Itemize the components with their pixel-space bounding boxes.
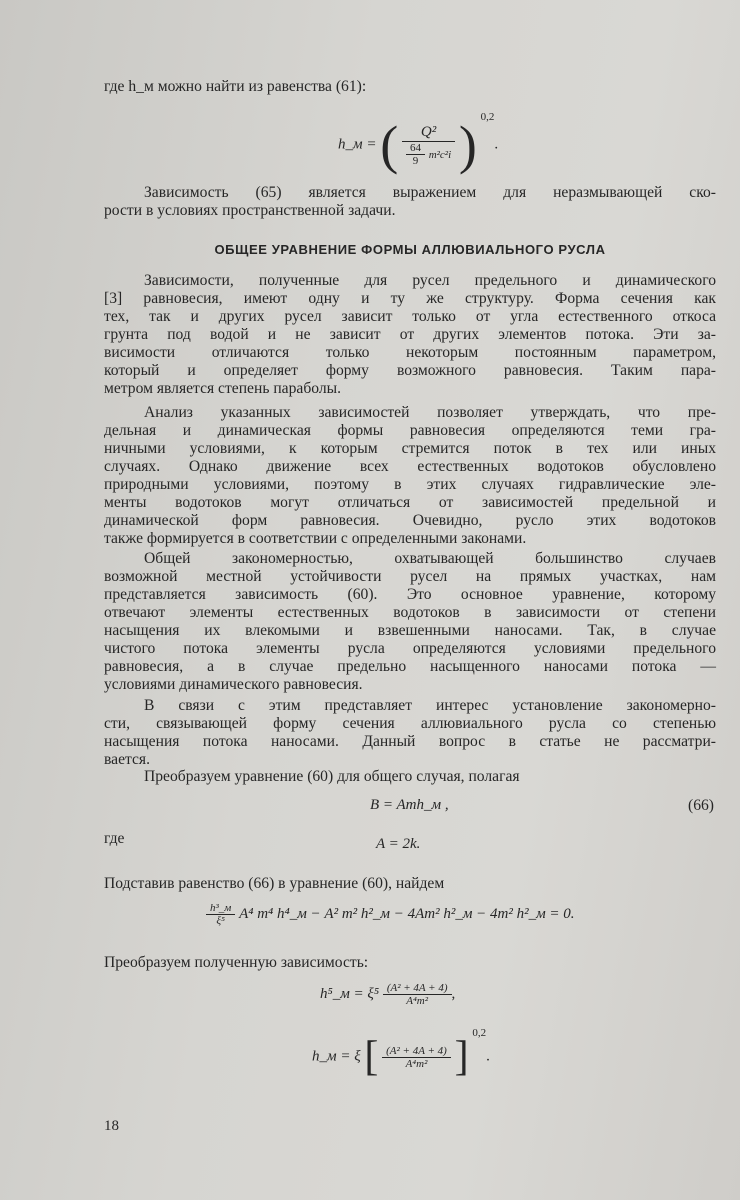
paragraph-7: Подставив равенство (66) в уравнение (60), найдем [104, 875, 445, 892]
equation-66: B = Amh_м , [370, 797, 449, 813]
text-line: менты водотоков могут отличаться от зависимостей предельной и [104, 494, 716, 511]
text-line: вается. [104, 751, 150, 768]
long-fraction [206, 902, 235, 927]
h-numerator: (A² + 4A + 4) [382, 1045, 451, 1058]
paragraph-2 [104, 272, 716, 398]
equation-A: A = 2k. [376, 836, 421, 852]
text-line: рости в условиях пространственной задачи. [104, 202, 396, 219]
equation-long [206, 902, 575, 927]
paragraph-6: Преобразуем уравнение (60) для общего случая, полагая [144, 768, 520, 785]
right-paren: ) [458, 115, 477, 175]
text-line: возможной местной устойчивости русел на прямых участках, нам [104, 568, 716, 585]
text-line: метром является степень параболы. [104, 380, 342, 397]
h5-end: , [451, 985, 456, 1002]
text-line: Зависимость (65) является выражением для неразмывающей ско- [144, 184, 716, 201]
text-line: Зависимости, полученные для русел предельного и динамического [144, 272, 716, 289]
text-line: чистого потока элементы русла определяются условиями предельного [104, 640, 716, 657]
text-line: равновесия, а в случае предельно насыщенного наносами потока — [104, 658, 716, 675]
formula-lhs: h_м = [338, 136, 377, 153]
section-heading: ОБЩЕЕ УРАВНЕНИЕ ФОРМЫ АЛЛЮВИАЛЬНОГО РУСЛА [214, 242, 606, 257]
paragraph-4 [104, 550, 716, 694]
text-line: висимости отличаются только некоторым постоянным параметром, [104, 344, 716, 361]
long-fraction-denominator: ξ⁵ [216, 915, 225, 927]
intro-line: где h_м можно найти из равенства (61): [104, 78, 367, 95]
h5-lhs: h⁵_м = ξ⁵ [320, 985, 380, 1002]
formula-end: . [494, 136, 499, 153]
text-line: динамической форм равновесия. Очевидно, русло этих водотоков [104, 512, 716, 529]
h5-denominator: A⁴m² [406, 995, 429, 1007]
h5-fraction [383, 982, 452, 1007]
equation-h5 [320, 982, 455, 1007]
inner-denominator: 9 [412, 154, 419, 167]
h-end: . [486, 1048, 490, 1065]
text-line: грунта под водой и не зависит от других элементов потока. Эти за- [104, 326, 716, 343]
text-line: тех, так и других русел зависит только от угла естественного откоса [104, 308, 716, 325]
fraction-denominator [402, 142, 455, 167]
exponent: 0,2 [480, 111, 495, 124]
text-line: В связи с этим представляет интерес установление закономерно- [144, 697, 716, 714]
text-line: Анализ указанных зависимостей позволяет утверждать, что пре- [144, 404, 716, 421]
text-line: дельная и динамическая формы равновесия определяются теми гра- [104, 422, 716, 439]
left-bracket: [ [364, 1034, 379, 1080]
text-line: также формируется в соответствии с определенными законами. [104, 530, 527, 547]
h5-numerator: (A² + 4A + 4) [383, 982, 452, 995]
text-line: условиями динамического равновесия. [104, 676, 363, 693]
denominator-rest: m²c²i [428, 148, 452, 161]
equation-h [312, 1027, 490, 1080]
text-line: отвечают элементы естественных водотоков в зависимости от степени [104, 604, 716, 621]
text-line: Общей закономерностью, охватывающей большинство случаев [144, 550, 716, 567]
paragraph-5 [104, 697, 716, 769]
h-exponent: 0,2 [472, 1027, 487, 1040]
h-fraction [382, 1045, 451, 1070]
paragraph-1 [104, 184, 716, 220]
text-line: ничными условиями, к которым стремится поток в тех или иных [104, 440, 716, 457]
equation-number-66: (66) [688, 797, 714, 814]
text-line: [3] равновесия, имеют одну и ту же структуру. Форма сечения как [104, 290, 716, 307]
page-number: 18 [104, 1118, 119, 1134]
formula-hm [338, 111, 499, 175]
paragraph-8: Преобразуем полученную зависимость: [104, 954, 369, 971]
text-line: насыщения их влекомыми и взвешенными наносами. Так, в случае [104, 622, 716, 639]
text-line: представляется зависимость (60). Это основное уравнение, которому [104, 586, 716, 603]
inner-fraction [406, 142, 425, 167]
text-line: природными условиями, поэтому в этих случаях гидравлические эле- [104, 476, 716, 493]
text-line: сти, связывающей форму сечения аллювиального русла со степенью [104, 715, 716, 732]
where-label: где [104, 830, 125, 847]
long-equation-rest: A⁴ m⁴ h⁴_м − A² m² h²_м − 4Am² h²_м − 4m² h²_м = 0. [239, 905, 575, 922]
text-line: насыщения потока наносами. Данный вопрос в статье не рассматри- [104, 733, 716, 750]
text-line: который и определяет форму возможного равновесия. Таким пара- [104, 362, 716, 379]
right-bracket: ] [454, 1034, 469, 1080]
h-lhs: h_м = ξ [312, 1048, 361, 1065]
long-fraction-numerator: h³_м [206, 902, 235, 915]
inner-numerator: 64 [406, 142, 425, 155]
h-denominator: A⁴m² [405, 1057, 428, 1070]
formula-fraction [402, 124, 455, 167]
left-paren: ( [380, 115, 399, 175]
paragraph-3 [104, 404, 716, 548]
text-line: случаях. Однако движение всех естественных водотоков обусловлено [104, 458, 716, 475]
fraction-numerator: Q² [402, 124, 455, 142]
